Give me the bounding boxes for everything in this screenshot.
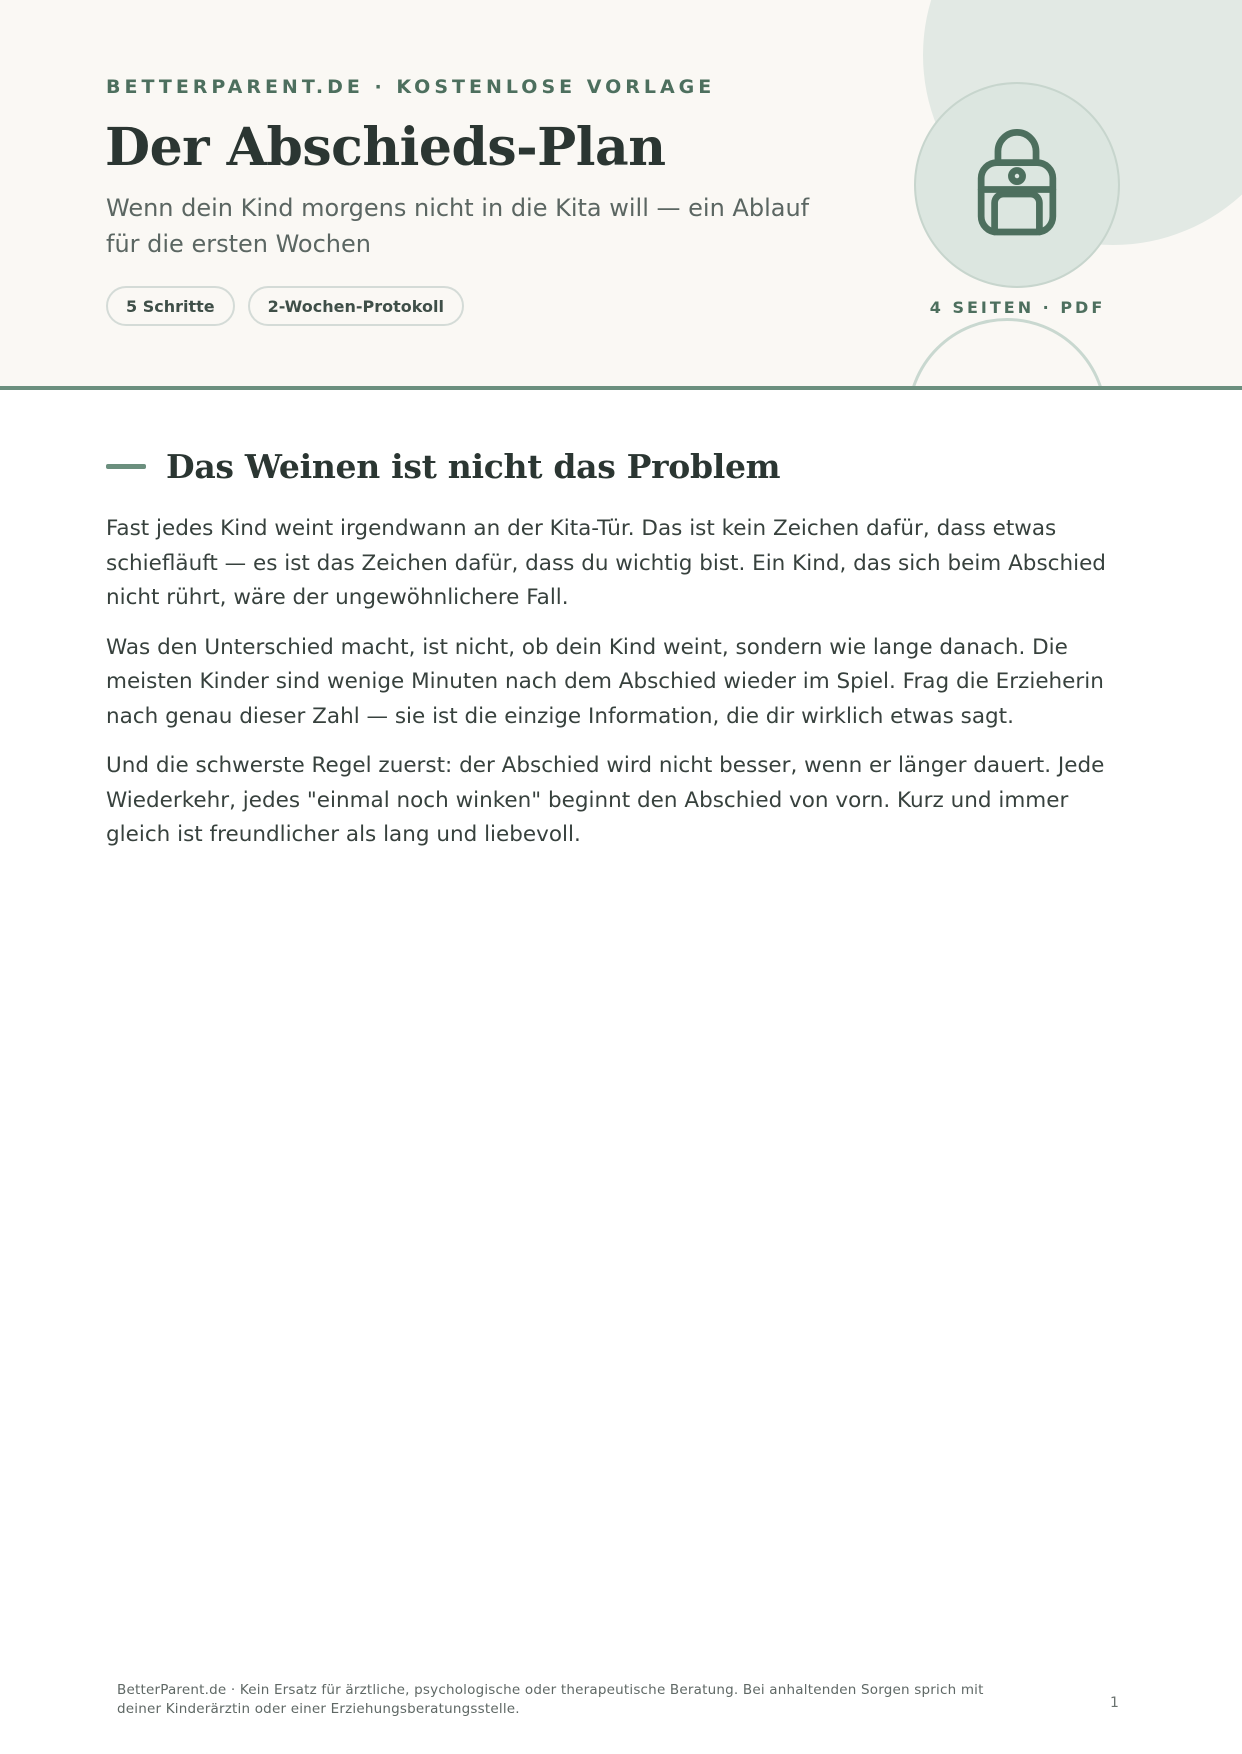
main-content — [106, 440, 1136, 853]
tag-list — [106, 286, 464, 326]
section-heading: Das Weinen ist nicht das Problem — [166, 446, 781, 486]
eyebrow-label: BETTERPARENT.DE · KOSTENLOSE VORLAGE — [106, 76, 716, 98]
section-accent-bar — [106, 464, 146, 469]
backpack-icon — [961, 129, 1073, 241]
section-header — [106, 440, 1136, 492]
page-number: 1 — [1110, 1695, 1119, 1711]
tag-steps: 5 Schritte — [106, 286, 235, 326]
footer-disclaimer: BetterParent.de · Kein Ersatz für ärztliche, psychologische oder therapeutische Beratung. Bei anhaltenden Sorgen sprich mit deiner Kinderärztin oder einer Erziehungsberatungsstelle. — [117, 1682, 984, 1717]
paragraph: Und die schwerste Regel zuerst: der Abschied wird nicht besser, wenn er länger dauert. Jede Wiederkehr, jedes "einmal noch winken" beginnt den Abschied von vorn. Kurz und immer gleich ist freundlicher als lang und liebevoll. — [106, 753, 1105, 847]
tag-protocol: 2-Wochen-Protokoll — [248, 286, 464, 326]
paragraph: Was den Unterschied macht, ist nicht, ob dein Kind weint, sondern wie lange danach. Die meisten Kinder sind wenige Minuten nach dem Abschied wieder im Spiel. Frag die Erzieherin nach genau dieser Zahl — sie ist die einzige Information, die dir wirklich etwas sagt. — [106, 634, 1104, 729]
header-banner — [0, 0, 1242, 390]
pages-label: 4 SEITEN · PDF — [929, 298, 1106, 317]
page-subtitle: Wenn dein Kind morgens nicht in die Kita will — ein Ablauf für die ersten Wochen — [106, 194, 810, 258]
badge-circle — [914, 82, 1120, 288]
page-title: Der Abschieds-Plan — [105, 117, 666, 178]
decorative-arc — [907, 318, 1107, 390]
paragraph: Fast jedes Kind weint irgendwann an der Kita-Tür. Das ist kein Zeichen dafür, dass etwas schiefläuft — es ist das Zeichen dafür, dass du wichtig bist. Ein Kind, das sich beim Abschied nicht rührt, wäre der ungewöhnlichere Fall. — [106, 516, 1106, 610]
